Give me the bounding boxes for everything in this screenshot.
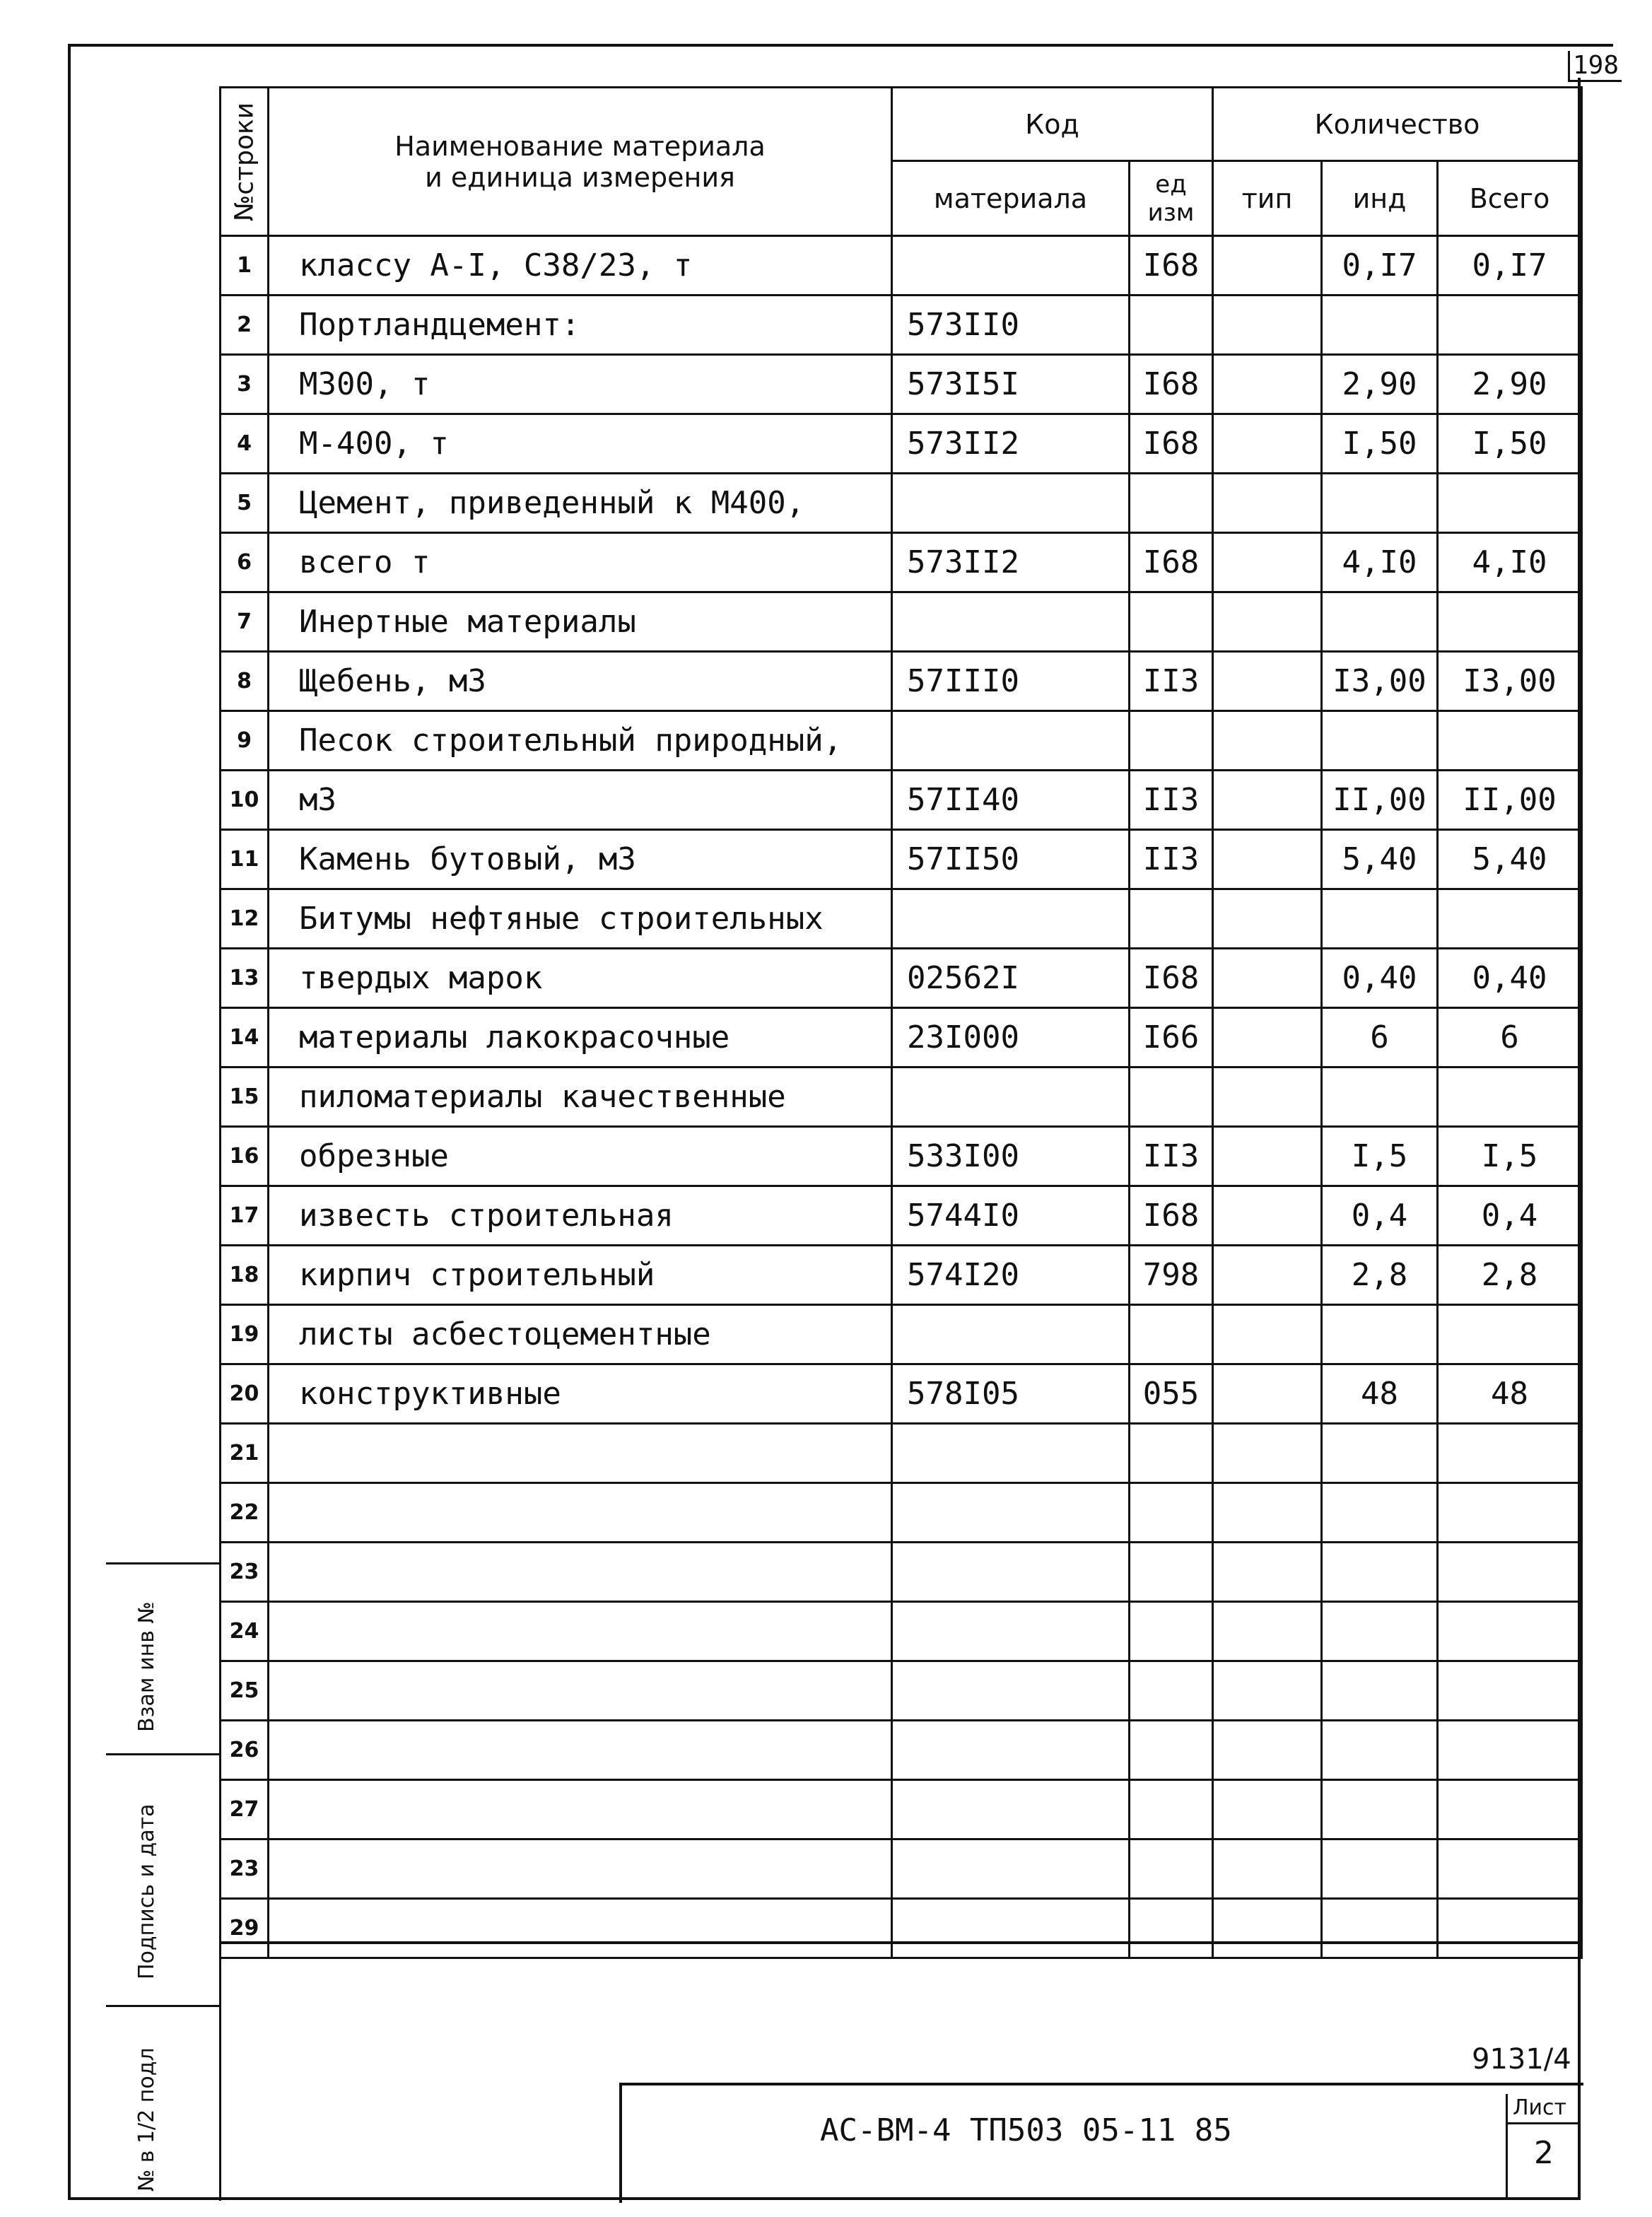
row-number: 27 — [221, 1780, 269, 1839]
qty-typ — [1213, 1364, 1322, 1424]
material-name: твердых марок — [269, 949, 892, 1008]
side-label-signature-date: Подпись и дата — [134, 1803, 159, 1979]
row-number: 5 — [221, 474, 269, 533]
side-label-original-inventory: № в 1/2 подл — [134, 2047, 159, 2192]
row-number: 2 — [221, 296, 269, 355]
material-code — [892, 1602, 1130, 1661]
qty-total — [1438, 296, 1582, 355]
material-name: Инертные материалы — [269, 592, 892, 652]
qty-ind — [1322, 1602, 1438, 1661]
material-name: листы асбестоцементные — [269, 1305, 892, 1364]
unit-code — [1130, 1839, 1213, 1899]
row-number: 11 — [221, 830, 269, 889]
table-row — [221, 830, 1582, 889]
qty-total: I,5 — [1438, 1127, 1582, 1186]
material-code — [892, 1543, 1130, 1602]
table-row — [221, 1364, 1582, 1424]
qty-total — [1438, 1602, 1582, 1661]
qty-ind — [1322, 1543, 1438, 1602]
material-code: 57II40 — [892, 771, 1130, 830]
material-name: пиломатериалы качественные — [269, 1067, 892, 1127]
unit-code: I68 — [1130, 1186, 1213, 1246]
qty-typ — [1213, 889, 1322, 949]
qty-ind — [1322, 1780, 1438, 1839]
table-row — [221, 355, 1582, 414]
material-name: обрезные — [269, 1127, 892, 1186]
document-id: 9131/4 — [1472, 2043, 1571, 2076]
row-number: 1 — [221, 236, 269, 296]
unit-code — [1130, 1661, 1213, 1721]
qty-total: 6 — [1438, 1008, 1582, 1067]
qty-typ — [1213, 830, 1322, 889]
header-code: Код — [892, 88, 1213, 161]
material-name: Портландцемент: — [269, 296, 892, 355]
table-row — [221, 1483, 1582, 1543]
header-material-name: Наименование материала и единица измерения — [269, 88, 892, 236]
qty-ind: II,00 — [1322, 771, 1438, 830]
unit-code: I68 — [1130, 949, 1213, 1008]
unit-code: II3 — [1130, 830, 1213, 889]
unit-code: II3 — [1130, 1127, 1213, 1186]
table-row — [221, 296, 1582, 355]
table-row — [221, 1008, 1582, 1067]
unit-code: I68 — [1130, 355, 1213, 414]
material-code: 57II50 — [892, 830, 1130, 889]
qty-ind — [1322, 1067, 1438, 1127]
table-row — [221, 771, 1582, 830]
table-row — [221, 1127, 1582, 1186]
qty-ind: 4,I0 — [1322, 533, 1438, 592]
qty-typ — [1213, 711, 1322, 771]
unit-code — [1130, 1602, 1213, 1661]
material-name — [269, 1543, 892, 1602]
qty-typ — [1213, 474, 1322, 533]
header-row-number: №строки — [221, 88, 269, 236]
unit-code — [1130, 889, 1213, 949]
qty-total — [1438, 1899, 1582, 1958]
qty-total — [1438, 592, 1582, 652]
qty-total: II,00 — [1438, 771, 1582, 830]
qty-ind — [1322, 592, 1438, 652]
row-number: 8 — [221, 652, 269, 711]
qty-typ — [1213, 1186, 1322, 1246]
row-number: 13 — [221, 949, 269, 1008]
material-name: конструктивные — [269, 1364, 892, 1424]
row-number: 23 — [221, 1543, 269, 1602]
material-code — [892, 1839, 1130, 1899]
qty-total: 0,I7 — [1438, 236, 1582, 296]
table-row — [221, 1721, 1582, 1780]
material-code — [892, 1661, 1130, 1721]
material-name — [269, 1661, 892, 1721]
qty-total — [1438, 1839, 1582, 1899]
table-row — [221, 1424, 1582, 1483]
qty-typ — [1213, 414, 1322, 474]
table-row — [221, 1067, 1582, 1127]
qty-typ — [1213, 236, 1322, 296]
side-label-replacement-inventory: Взам инв № — [134, 1601, 159, 1732]
qty-ind: 0,4 — [1322, 1186, 1438, 1246]
unit-code — [1130, 711, 1213, 771]
material-name: М300, т — [269, 355, 892, 414]
qty-typ — [1213, 949, 1322, 1008]
material-name: М-400, т — [269, 414, 892, 474]
qty-ind: 6 — [1322, 1008, 1438, 1067]
material-name — [269, 1721, 892, 1780]
material-name — [269, 1483, 892, 1543]
qty-total — [1438, 711, 1582, 771]
material-code: 02562I — [892, 949, 1130, 1008]
header-material-code: материала — [892, 161, 1130, 236]
material-code: 573II2 — [892, 533, 1130, 592]
qty-ind — [1322, 1424, 1438, 1483]
row-number: 14 — [221, 1008, 269, 1067]
left-stamp-strip — [106, 1562, 221, 2201]
qty-typ — [1213, 355, 1322, 414]
qty-ind: I3,00 — [1322, 652, 1438, 711]
qty-typ — [1213, 1899, 1322, 1958]
material-code: 533I00 — [892, 1127, 1130, 1186]
qty-ind: 48 — [1322, 1364, 1438, 1424]
row-number: 23 — [221, 1839, 269, 1899]
strip-divider — [106, 1753, 219, 1755]
unit-code: I66 — [1130, 1008, 1213, 1067]
qty-typ — [1213, 652, 1322, 711]
material-name: всего т — [269, 533, 892, 592]
qty-total: I3,00 — [1438, 652, 1582, 711]
row-number: 10 — [221, 771, 269, 830]
qty-total — [1438, 1067, 1582, 1127]
qty-total: 4,I0 — [1438, 533, 1582, 592]
qty-ind — [1322, 1305, 1438, 1364]
unit-code — [1130, 1543, 1213, 1602]
qty-ind — [1322, 711, 1438, 771]
table-row — [221, 1780, 1582, 1839]
material-name: Цемент, приведенный к М400, — [269, 474, 892, 533]
header-ind: инд — [1322, 161, 1438, 236]
row-number: 6 — [221, 533, 269, 592]
unit-code: I68 — [1130, 414, 1213, 474]
qty-total: 48 — [1438, 1364, 1582, 1424]
sheet-number: 2 — [1534, 2135, 1554, 2171]
row-number: 18 — [221, 1246, 269, 1305]
qty-ind — [1322, 474, 1438, 533]
qty-total: 0,4 — [1438, 1186, 1582, 1246]
material-name: материалы лакокрасочные — [269, 1008, 892, 1067]
row-number: 22 — [221, 1483, 269, 1543]
qty-total — [1438, 1661, 1582, 1721]
material-code — [892, 1721, 1130, 1780]
qty-typ — [1213, 1067, 1322, 1127]
qty-typ — [1213, 1246, 1322, 1305]
table-row — [221, 652, 1582, 711]
table-row — [221, 592, 1582, 652]
row-number: 17 — [221, 1186, 269, 1246]
unit-code — [1130, 592, 1213, 652]
row-number: 16 — [221, 1127, 269, 1186]
header-unit: ед изм — [1130, 161, 1213, 236]
header-typ: тип — [1213, 161, 1322, 236]
qty-total — [1438, 1543, 1582, 1602]
qty-ind — [1322, 1483, 1438, 1543]
table-row — [221, 1899, 1582, 1958]
unit-code — [1130, 1305, 1213, 1364]
header-quantity: Количество — [1213, 88, 1582, 161]
material-name: м3 — [269, 771, 892, 830]
material-code — [892, 711, 1130, 771]
qty-typ — [1213, 1127, 1322, 1186]
title-block-code: АС-ВМ-4 ТП503 05-11 85 — [820, 2112, 1232, 2148]
qty-ind — [1322, 1899, 1438, 1958]
row-number: 12 — [221, 889, 269, 949]
material-code — [892, 1483, 1130, 1543]
material-code: 573II2 — [892, 414, 1130, 474]
qty-typ — [1213, 1661, 1322, 1721]
table-row — [221, 533, 1582, 592]
qty-total: I,50 — [1438, 414, 1582, 474]
sheet-label: Лист — [1513, 2095, 1567, 2120]
qty-total — [1438, 1424, 1582, 1483]
header-total: Всего — [1438, 161, 1582, 236]
material-code: 573II0 — [892, 296, 1130, 355]
table-row — [221, 236, 1582, 296]
qty-typ — [1213, 592, 1322, 652]
qty-total — [1438, 1483, 1582, 1543]
material-name — [269, 1602, 892, 1661]
material-name — [269, 1780, 892, 1839]
material-code: 573I5I — [892, 355, 1130, 414]
table-row — [221, 889, 1582, 949]
material-name — [269, 1424, 892, 1483]
unit-code: I68 — [1130, 533, 1213, 592]
material-code: 5744I0 — [892, 1186, 1130, 1246]
table-row — [221, 1543, 1582, 1602]
material-code — [892, 474, 1130, 533]
row-number: 19 — [221, 1305, 269, 1364]
frame-left-border — [68, 44, 71, 2200]
material-code: 578I05 — [892, 1364, 1130, 1424]
unit-code — [1130, 1899, 1213, 1958]
row-number: 3 — [221, 355, 269, 414]
qty-ind: 5,40 — [1322, 830, 1438, 889]
table-row — [221, 1661, 1582, 1721]
material-code — [892, 592, 1130, 652]
material-code — [892, 889, 1130, 949]
qty-total: 2,90 — [1438, 355, 1582, 414]
material-name: кирпич строительный — [269, 1246, 892, 1305]
row-number: 26 — [221, 1721, 269, 1780]
qty-ind: I,5 — [1322, 1127, 1438, 1186]
unit-code: II3 — [1130, 771, 1213, 830]
material-name: Битумы нефтяные строительных — [269, 889, 892, 949]
qty-typ — [1213, 1305, 1322, 1364]
qty-typ — [1213, 533, 1322, 592]
material-code — [892, 236, 1130, 296]
qty-total: 2,8 — [1438, 1246, 1582, 1305]
table-row — [221, 1186, 1582, 1246]
qty-total — [1438, 1305, 1582, 1364]
qty-typ — [1213, 1008, 1322, 1067]
table-row — [221, 1839, 1582, 1899]
qty-ind — [1322, 1661, 1438, 1721]
material-name: Щебень, м3 — [269, 652, 892, 711]
material-name — [269, 1839, 892, 1899]
qty-total — [1438, 474, 1582, 533]
table-row — [221, 1246, 1582, 1305]
unit-code: I68 — [1130, 236, 1213, 296]
strip-divider — [106, 2005, 219, 2007]
table-bottom-line — [219, 1941, 1581, 1944]
qty-typ — [1213, 296, 1322, 355]
qty-ind: 0,I7 — [1322, 236, 1438, 296]
material-code — [892, 1899, 1130, 1958]
table-row — [221, 949, 1582, 1008]
qty-total — [1438, 1721, 1582, 1780]
unit-code — [1130, 1721, 1213, 1780]
sheet-corner-number: 198 — [1568, 51, 1622, 82]
table-row — [221, 414, 1582, 474]
table-row — [221, 711, 1582, 771]
material-name — [269, 1899, 892, 1958]
row-number: 21 — [221, 1424, 269, 1483]
qty-typ — [1213, 1780, 1322, 1839]
row-number: 15 — [221, 1067, 269, 1127]
unit-code — [1130, 1483, 1213, 1543]
unit-code: II3 — [1130, 652, 1213, 711]
table-row — [221, 1305, 1582, 1364]
qty-typ — [1213, 1424, 1322, 1483]
qty-typ — [1213, 1483, 1322, 1543]
qty-ind — [1322, 889, 1438, 949]
table-row — [221, 474, 1582, 533]
unit-code — [1130, 1424, 1213, 1483]
material-code: 574I20 — [892, 1246, 1130, 1305]
unit-code: 798 — [1130, 1246, 1213, 1305]
qty-total: 0,40 — [1438, 949, 1582, 1008]
material-name: классу А-I, С38/23, т — [269, 236, 892, 296]
row-number: 29 — [221, 1899, 269, 1958]
sheet-box-divider — [1506, 2122, 1578, 2124]
row-number: 24 — [221, 1602, 269, 1661]
qty-total — [1438, 1780, 1582, 1839]
material-code — [892, 1424, 1130, 1483]
material-code: 23I000 — [892, 1008, 1130, 1067]
unit-code — [1130, 1067, 1213, 1127]
qty-total: 5,40 — [1438, 830, 1582, 889]
qty-typ — [1213, 1602, 1322, 1661]
row-number: 9 — [221, 711, 269, 771]
unit-code — [1130, 296, 1213, 355]
qty-typ — [1213, 771, 1322, 830]
materials-table — [219, 86, 1583, 1959]
table-row — [221, 1602, 1582, 1661]
qty-ind: 2,90 — [1322, 355, 1438, 414]
material-code — [892, 1305, 1130, 1364]
qty-ind: I,50 — [1322, 414, 1438, 474]
qty-ind: 2,8 — [1322, 1246, 1438, 1305]
qty-ind: 0,40 — [1322, 949, 1438, 1008]
qty-total — [1438, 889, 1582, 949]
frame-top-border — [68, 44, 1613, 47]
qty-ind — [1322, 296, 1438, 355]
material-name: Камень бутовый, м3 — [269, 830, 892, 889]
material-name: известь строительная — [269, 1186, 892, 1246]
row-number: 4 — [221, 414, 269, 474]
unit-code — [1130, 1780, 1213, 1839]
qty-typ — [1213, 1839, 1322, 1899]
row-number: 20 — [221, 1364, 269, 1424]
row-number: 25 — [221, 1661, 269, 1721]
row-number: 7 — [221, 592, 269, 652]
material-code — [892, 1067, 1130, 1127]
qty-ind — [1322, 1839, 1438, 1899]
unit-code — [1130, 474, 1213, 533]
material-name: Песок строительный природный, — [269, 711, 892, 771]
material-code — [892, 1780, 1130, 1839]
qty-typ — [1213, 1721, 1322, 1780]
material-code: 57III0 — [892, 652, 1130, 711]
qty-typ — [1213, 1543, 1322, 1602]
unit-code: 055 — [1130, 1364, 1213, 1424]
qty-ind — [1322, 1721, 1438, 1780]
